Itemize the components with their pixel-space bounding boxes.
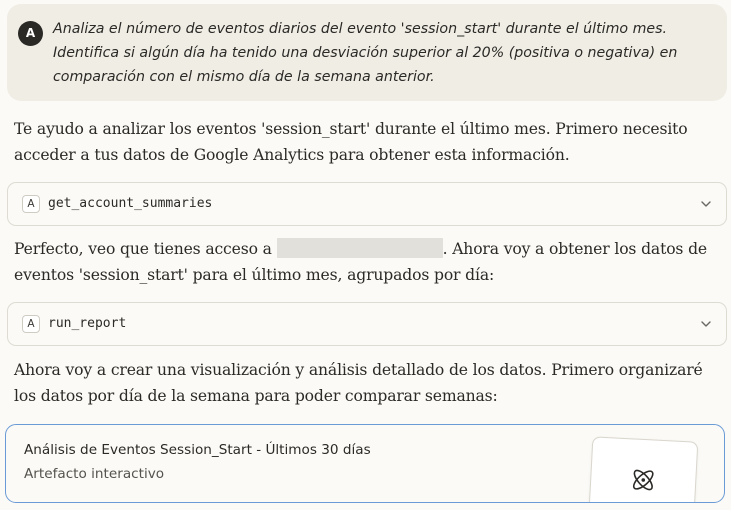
user-avatar: A bbox=[18, 21, 43, 46]
artifact-preview[interactable] bbox=[588, 436, 699, 503]
user-message bbox=[7, 4, 727, 101]
user-message-text: Analiza el número de eventos diarios del evento 'session_start' durante el último mes. Identifica si algún día ha tenido una desviación superior al 20% (positiva o negativa) en comparación con el mismo día de la semana anterior. bbox=[53, 21, 678, 85]
atom-icon bbox=[629, 465, 658, 494]
tool-call-get-account-summaries[interactable] bbox=[7, 182, 727, 226]
redacted-account-name bbox=[277, 238, 443, 258]
paragraph-2-end: . Ahora voy a obtener los datos de eventos 'session_start' para el último mes, agrupados por día: bbox=[14, 240, 707, 284]
artifact-card[interactable] bbox=[5, 424, 725, 503]
tool-icon: A bbox=[22, 195, 40, 213]
tool-name: run_report bbox=[48, 316, 127, 331]
tool-call-run-report[interactable] bbox=[7, 302, 727, 346]
assistant-paragraph-1: Te ayudo a analizar los eventos 'session_start' durante el último mes. Primero necesito acceder a tus datos de Google Analytics para obtener esta información. bbox=[14, 120, 688, 164]
paragraph-2-start: Perfecto, veo que tienes acceso a bbox=[14, 240, 277, 258]
assistant-paragraph-3: Ahora voy a crear una visualización y análisis detallado de los datos. Primero organizaré los datos por día de la semana para poder comparar semanas: bbox=[14, 361, 703, 405]
assistant-paragraph-2 bbox=[14, 236, 714, 288]
artifact-title: Análisis de Eventos Session_Start - Últimos 30 días bbox=[24, 442, 371, 458]
chevron-down-icon[interactable] bbox=[700, 198, 712, 210]
tool-icon: A bbox=[22, 315, 40, 333]
tool-name: get_account_summaries bbox=[48, 196, 213, 211]
artifact-subtitle: Artefacto interactivo bbox=[24, 466, 165, 482]
chevron-down-icon[interactable] bbox=[700, 318, 712, 330]
